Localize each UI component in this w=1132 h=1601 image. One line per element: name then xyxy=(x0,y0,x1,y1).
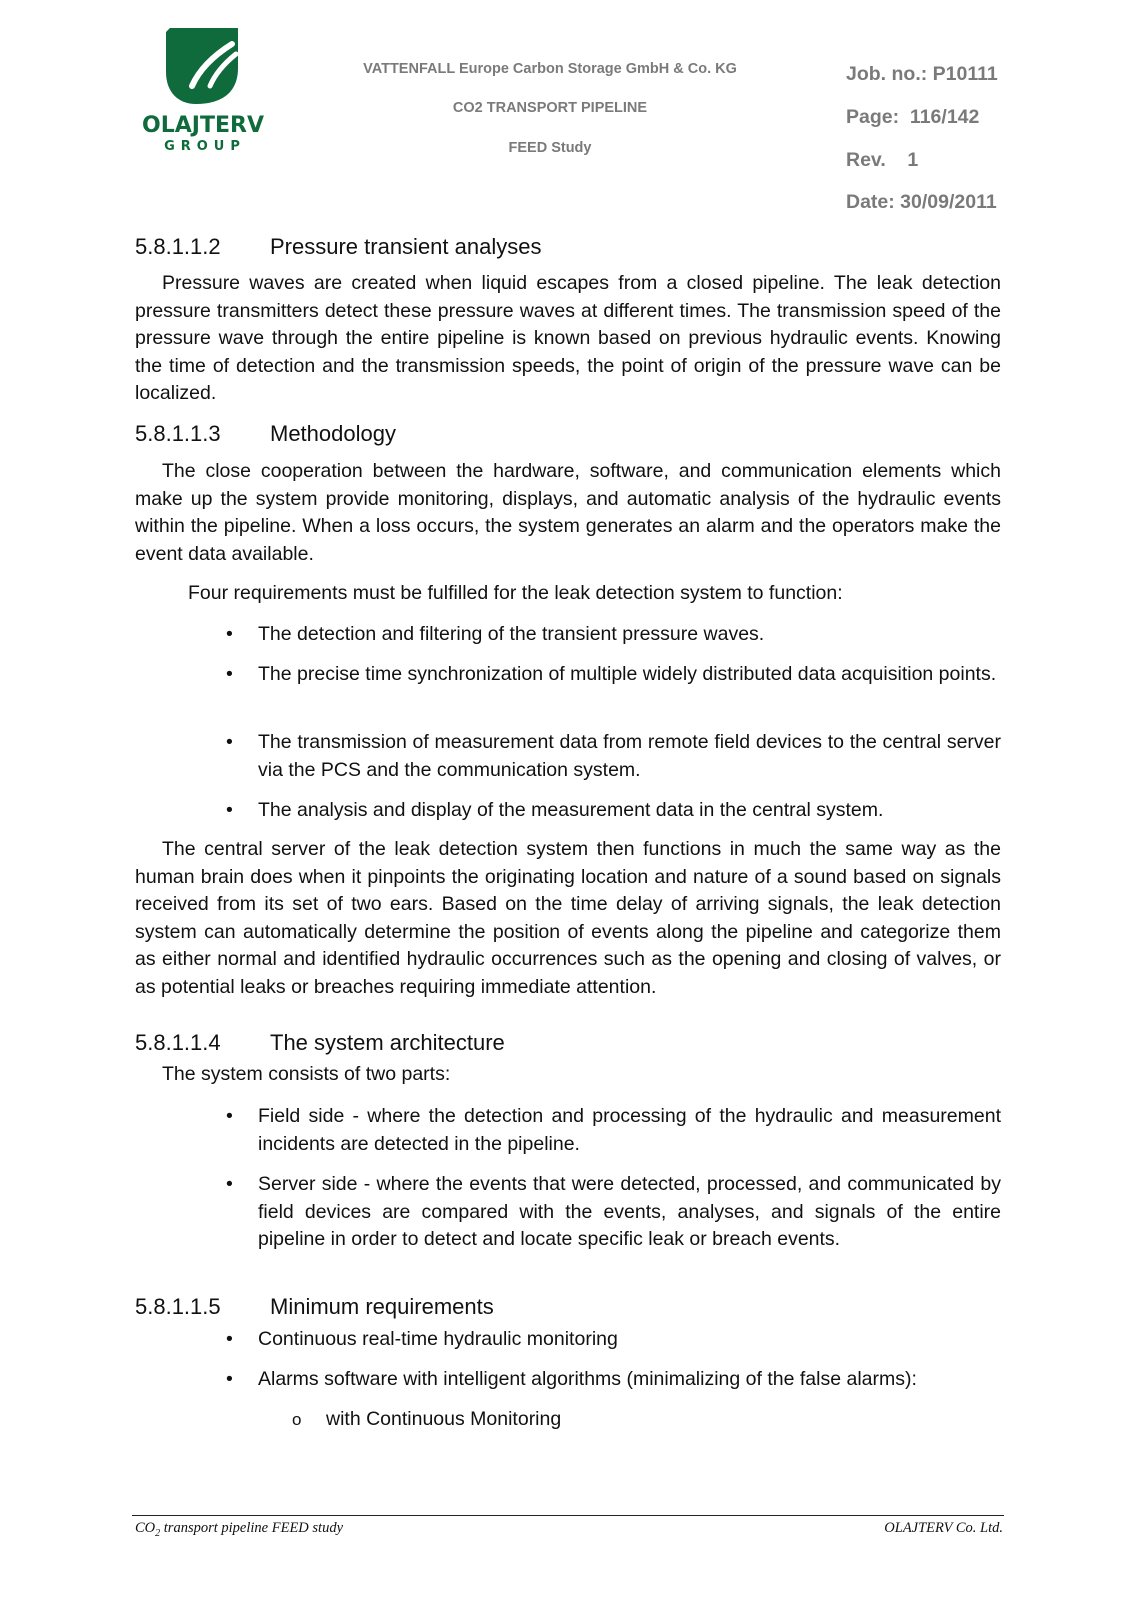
section-number: 5.8.1.1.5 xyxy=(135,1294,221,1319)
section-title: Methodology xyxy=(270,421,396,446)
bullet-icon: • xyxy=(226,623,233,645)
list-item-minimum-requirement: Alarms software with intelligent algorithms (minimalizing of the false alarms): xyxy=(258,1368,917,1390)
header-company: VATTENFALL Europe Carbon Storage GmbH & Co. KG xyxy=(363,61,737,77)
list-item-requirement: The transmission of measurement data from remote field devices to the central server via the PCS and the communication system. xyxy=(258,731,1001,781)
section-heading-system-architecture xyxy=(135,1030,505,1056)
list-item-requirement: The precise time synchronization of multiple widely distributed data acquisition points. xyxy=(258,663,997,685)
header-project: CO2 TRANSPORT PIPELINE xyxy=(452,100,648,116)
paragraph-four-requirements: Four requirements must be fulfilled for the leak detection system to function: xyxy=(188,582,843,604)
olajterv-leaf-icon xyxy=(140,24,270,154)
paragraph-pressure-waves: Pressure waves are created when liquid escapes from a closed pipeline. The leak detection pressure transmitters detect these pressure waves at different times. The transmission speed of the pressure wave through the entire pipeline is known based on previous hydraulic events. Knowing the time of detection and the transmission speeds, the point of origin of the pressure wave can be localized. xyxy=(135,272,1001,404)
section-title: Pressure transient analyses xyxy=(270,234,542,259)
header-date: Date: 30/09/2011 xyxy=(846,191,997,213)
bullet-icon: • xyxy=(226,1368,233,1390)
bullet-icon: • xyxy=(226,1328,233,1350)
section-heading-pressure-transient xyxy=(135,234,541,260)
olajterv-logo xyxy=(140,24,270,154)
list-item-minimum-requirement: Continuous real-time hydraulic monitoring xyxy=(258,1328,618,1350)
footer-company: OLAJTERV Co. Ltd. xyxy=(884,1520,1003,1536)
svg-text:GROUP: GROUP xyxy=(164,139,246,154)
header-study: FEED Study xyxy=(508,140,592,156)
paragraph-methodology: The close cooperation between the hardware, software, and communication elements which make up the system provide monitoring, displays, and automatic analysis of the hydraulic events within the pipeline. When a loss occurs, the system generates an alarm and the operators make the event data available. xyxy=(135,460,1001,565)
footer-divider xyxy=(132,1515,1004,1516)
list-item-requirement: The analysis and display of the measurement data in the central system. xyxy=(258,799,884,821)
section-title: The system architecture xyxy=(270,1030,505,1055)
sub-bullet-icon: o xyxy=(292,1410,302,1429)
section-number: 5.8.1.1.3 xyxy=(135,421,221,446)
footer-document-title: $CO_2$ transport pipeline FEED study xyxy=(135,1520,343,1539)
bullet-icon: • xyxy=(226,731,233,753)
header-job-number: Job. no.: P10111 xyxy=(846,63,998,85)
bullet-icon: • xyxy=(226,799,233,821)
bullet-icon: • xyxy=(226,1105,233,1127)
section-heading-methodology xyxy=(135,421,396,447)
paragraph-central-server: The central server of the leak detection system then functions in much the same way as the human brain does when it pinpoints the originating location and nature of a sound based on signals received from its set of two ears. Based on the time delay of arriving signals, the leak detection system can automatically determine the position of events along the pipeline and categorize them as either normal and identified hydraulic occurrences such as the opening and closing of valves, or as potential leaks or breaches requiring immediate attention. xyxy=(135,838,1001,998)
bullet-icon: • xyxy=(226,1173,233,1195)
section-number: 5.8.1.1.2 xyxy=(135,234,221,259)
list-item-system-part: Server side - where the events that were detected, processed, and communicated by field devices are compared with the events, analyses, and signals of the entire pipeline in order to detect and locate specific leak or breach events. xyxy=(258,1173,1001,1250)
sub-list-item: with Continuous Monitoring xyxy=(326,1408,562,1430)
list-item-system-part: Field side - where the detection and processing of the hydraulic and measurement incidents are detected in the pipeline. xyxy=(258,1105,1001,1155)
bullet-icon: • xyxy=(226,663,233,685)
list-item-requirement: The detection and filtering of the transient pressure waves. xyxy=(258,623,765,645)
paragraph-two-parts: The system consists of two parts: xyxy=(162,1063,451,1085)
header-revision: Rev. 1 xyxy=(846,149,919,171)
section-heading-minimum-requirements xyxy=(135,1294,494,1320)
section-title: Minimum requirements xyxy=(270,1294,494,1319)
svg-text:OLAJTERV: OLAJTERV xyxy=(142,113,264,138)
header-page: Page: 116/142 xyxy=(846,106,980,128)
section-number: 5.8.1.1.4 xyxy=(135,1030,221,1055)
